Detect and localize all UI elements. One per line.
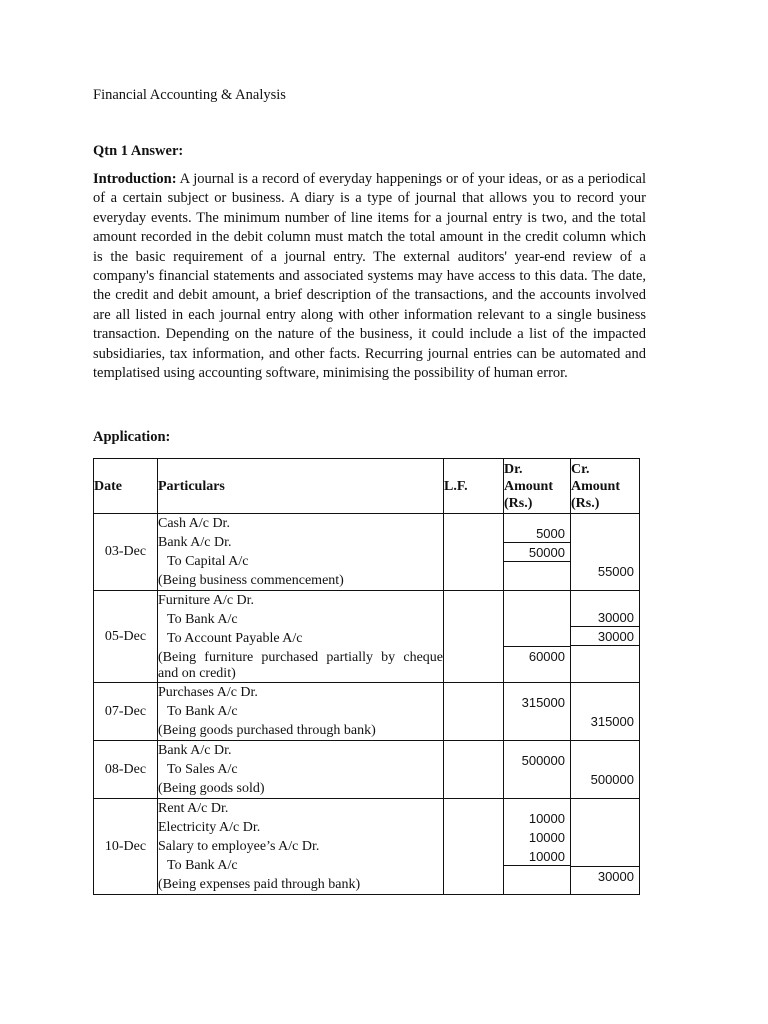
- header-date: Date: [94, 459, 158, 514]
- cr-amount: 55000: [597, 563, 634, 579]
- particular-line: Salary to employee’s A/c Dr.: [158, 839, 320, 854]
- particular-line: To Bank A/c: [167, 704, 238, 719]
- particular-line: Electricity A/c Dr.: [158, 820, 261, 835]
- cr-amount: 30000: [571, 608, 639, 627]
- entry-lf: [444, 514, 504, 591]
- entry-dr-amounts: [504, 514, 571, 591]
- entry-particulars: [158, 741, 444, 799]
- dr-amount: [504, 770, 570, 789]
- narration: (Being business commencement): [158, 573, 344, 588]
- entry-lf: [444, 741, 504, 799]
- table-row: [94, 683, 640, 741]
- entry-cr-amounts: [571, 683, 640, 741]
- header-cr-line2: Amount: [571, 478, 621, 494]
- table-row: [94, 514, 640, 591]
- entry-cr-amounts: [571, 799, 640, 895]
- particular-line: Bank A/c Dr.: [158, 743, 232, 758]
- particular-line: To Capital A/c: [167, 554, 249, 569]
- dr-amount: 315000: [521, 694, 565, 710]
- entry-lf: [444, 591, 504, 683]
- cr-amount: 315000: [590, 713, 634, 729]
- dr-amount: [504, 562, 570, 581]
- narration: (Being expenses paid through bank): [158, 877, 361, 892]
- entry-particulars: [158, 591, 444, 683]
- cr-amount: [571, 809, 639, 866]
- entry-lf: [444, 683, 504, 741]
- cr-amount: [571, 693, 639, 712]
- narration: (Being goods sold): [158, 781, 265, 796]
- entry-cr-amounts: [571, 591, 640, 683]
- introduction-paragraph: [93, 170, 646, 383]
- particular-line: To Bank A/c: [167, 858, 238, 873]
- cr-amount: 30000: [571, 866, 639, 885]
- entry-date: 03-Dec: [94, 514, 158, 591]
- dr-amount: 10000: [528, 810, 565, 826]
- dr-amount: [504, 866, 570, 885]
- dr-amount: [504, 608, 570, 646]
- journal-table: [93, 458, 640, 895]
- cr-amount: 500000: [590, 771, 634, 787]
- header-cr-amount: [571, 459, 640, 514]
- introduction-text: A journal is a record of everyday happenings or of your ideas, or as a periodical of a certain subject or business. A diary is a type of journal that allows you to record your everyday events. The minimum number of line items for a journal entry is two, and the total amount recorded in the debit column must match the total amount in the credit column which is the basic requirement of a journal entry. The external auditors' year-end review of a company's financial statements and associated systems may have access to this data. The date, the credit and debit amount, a brief description of the transactions, and the accounts involved are all listed in each journal entry along with other information relevant to a single business transaction. Depending on the nature of the business, it could include a list of the impacted subsidiaries, tax information, and other facts. Recurring journal entries can be automated and templatised using accounting software, minimising the possibility of human error.: [93, 171, 646, 382]
- table-header-row: [94, 459, 640, 514]
- cr-amount: 30000: [571, 627, 639, 646]
- entry-cr-amounts: [571, 514, 640, 591]
- particular-line: Cash A/c Dr.: [158, 516, 230, 531]
- header-dr-amount: [504, 459, 571, 514]
- entry-dr-amounts: [504, 741, 571, 799]
- header-lf: L.F.: [444, 459, 504, 514]
- narration: (Being furniture purchased partially by cheque and on credit): [158, 650, 443, 681]
- dr-amount: 60000: [504, 646, 570, 665]
- particular-line: To Sales A/c: [167, 762, 238, 777]
- header-dr-line1: Dr.: [504, 461, 523, 477]
- table-row: [94, 591, 640, 683]
- entry-particulars: [158, 799, 444, 895]
- question-heading: Qtn 1 Answer:: [93, 143, 184, 159]
- entry-lf: [444, 799, 504, 895]
- particular-line: To Account Payable A/c: [167, 631, 303, 646]
- entry-date: 10-Dec: [94, 799, 158, 895]
- dr-amount: 5000: [504, 524, 570, 543]
- cr-amount: [571, 524, 639, 562]
- entry-dr-amounts: [504, 683, 571, 741]
- entry-cr-amounts: [571, 741, 640, 799]
- entry-date: 07-Dec: [94, 683, 158, 741]
- particular-line: Purchases A/c Dr.: [158, 685, 258, 700]
- header-particulars: Particulars: [158, 459, 444, 514]
- course-title: Financial Accounting & Analysis: [93, 87, 286, 103]
- application-heading: Application:: [93, 429, 171, 445]
- particular-line: Furniture A/c Dr.: [158, 593, 255, 608]
- dr-amount: [504, 712, 570, 731]
- entry-date: 08-Dec: [94, 741, 158, 799]
- cr-amount: [571, 646, 639, 665]
- header-cr-line3: (Rs.): [571, 495, 600, 511]
- particular-line: Bank A/c Dr.: [158, 535, 232, 550]
- entry-particulars: [158, 514, 444, 591]
- cr-amount: [571, 751, 639, 770]
- table-row: [94, 799, 640, 895]
- header-cr-line1: Cr.: [571, 461, 590, 477]
- dr-amount: 500000: [521, 752, 565, 768]
- introduction-label: Introduction:: [93, 171, 177, 187]
- entry-dr-amounts: [504, 799, 571, 895]
- particular-line: Rent A/c Dr.: [158, 801, 229, 816]
- table-row: [94, 741, 640, 799]
- entry-date: 05-Dec: [94, 591, 158, 683]
- header-dr-line3: (Rs.): [504, 495, 533, 511]
- entry-dr-amounts: [504, 591, 571, 683]
- narration: (Being goods purchased through bank): [158, 723, 376, 738]
- dr-amount: 50000: [504, 543, 570, 562]
- entry-particulars: [158, 683, 444, 741]
- dr-amount: 10000: [504, 847, 570, 866]
- particular-line: To Bank A/c: [167, 612, 238, 627]
- dr-amount: 10000: [528, 829, 565, 845]
- header-dr-line2: Amount: [504, 478, 554, 494]
